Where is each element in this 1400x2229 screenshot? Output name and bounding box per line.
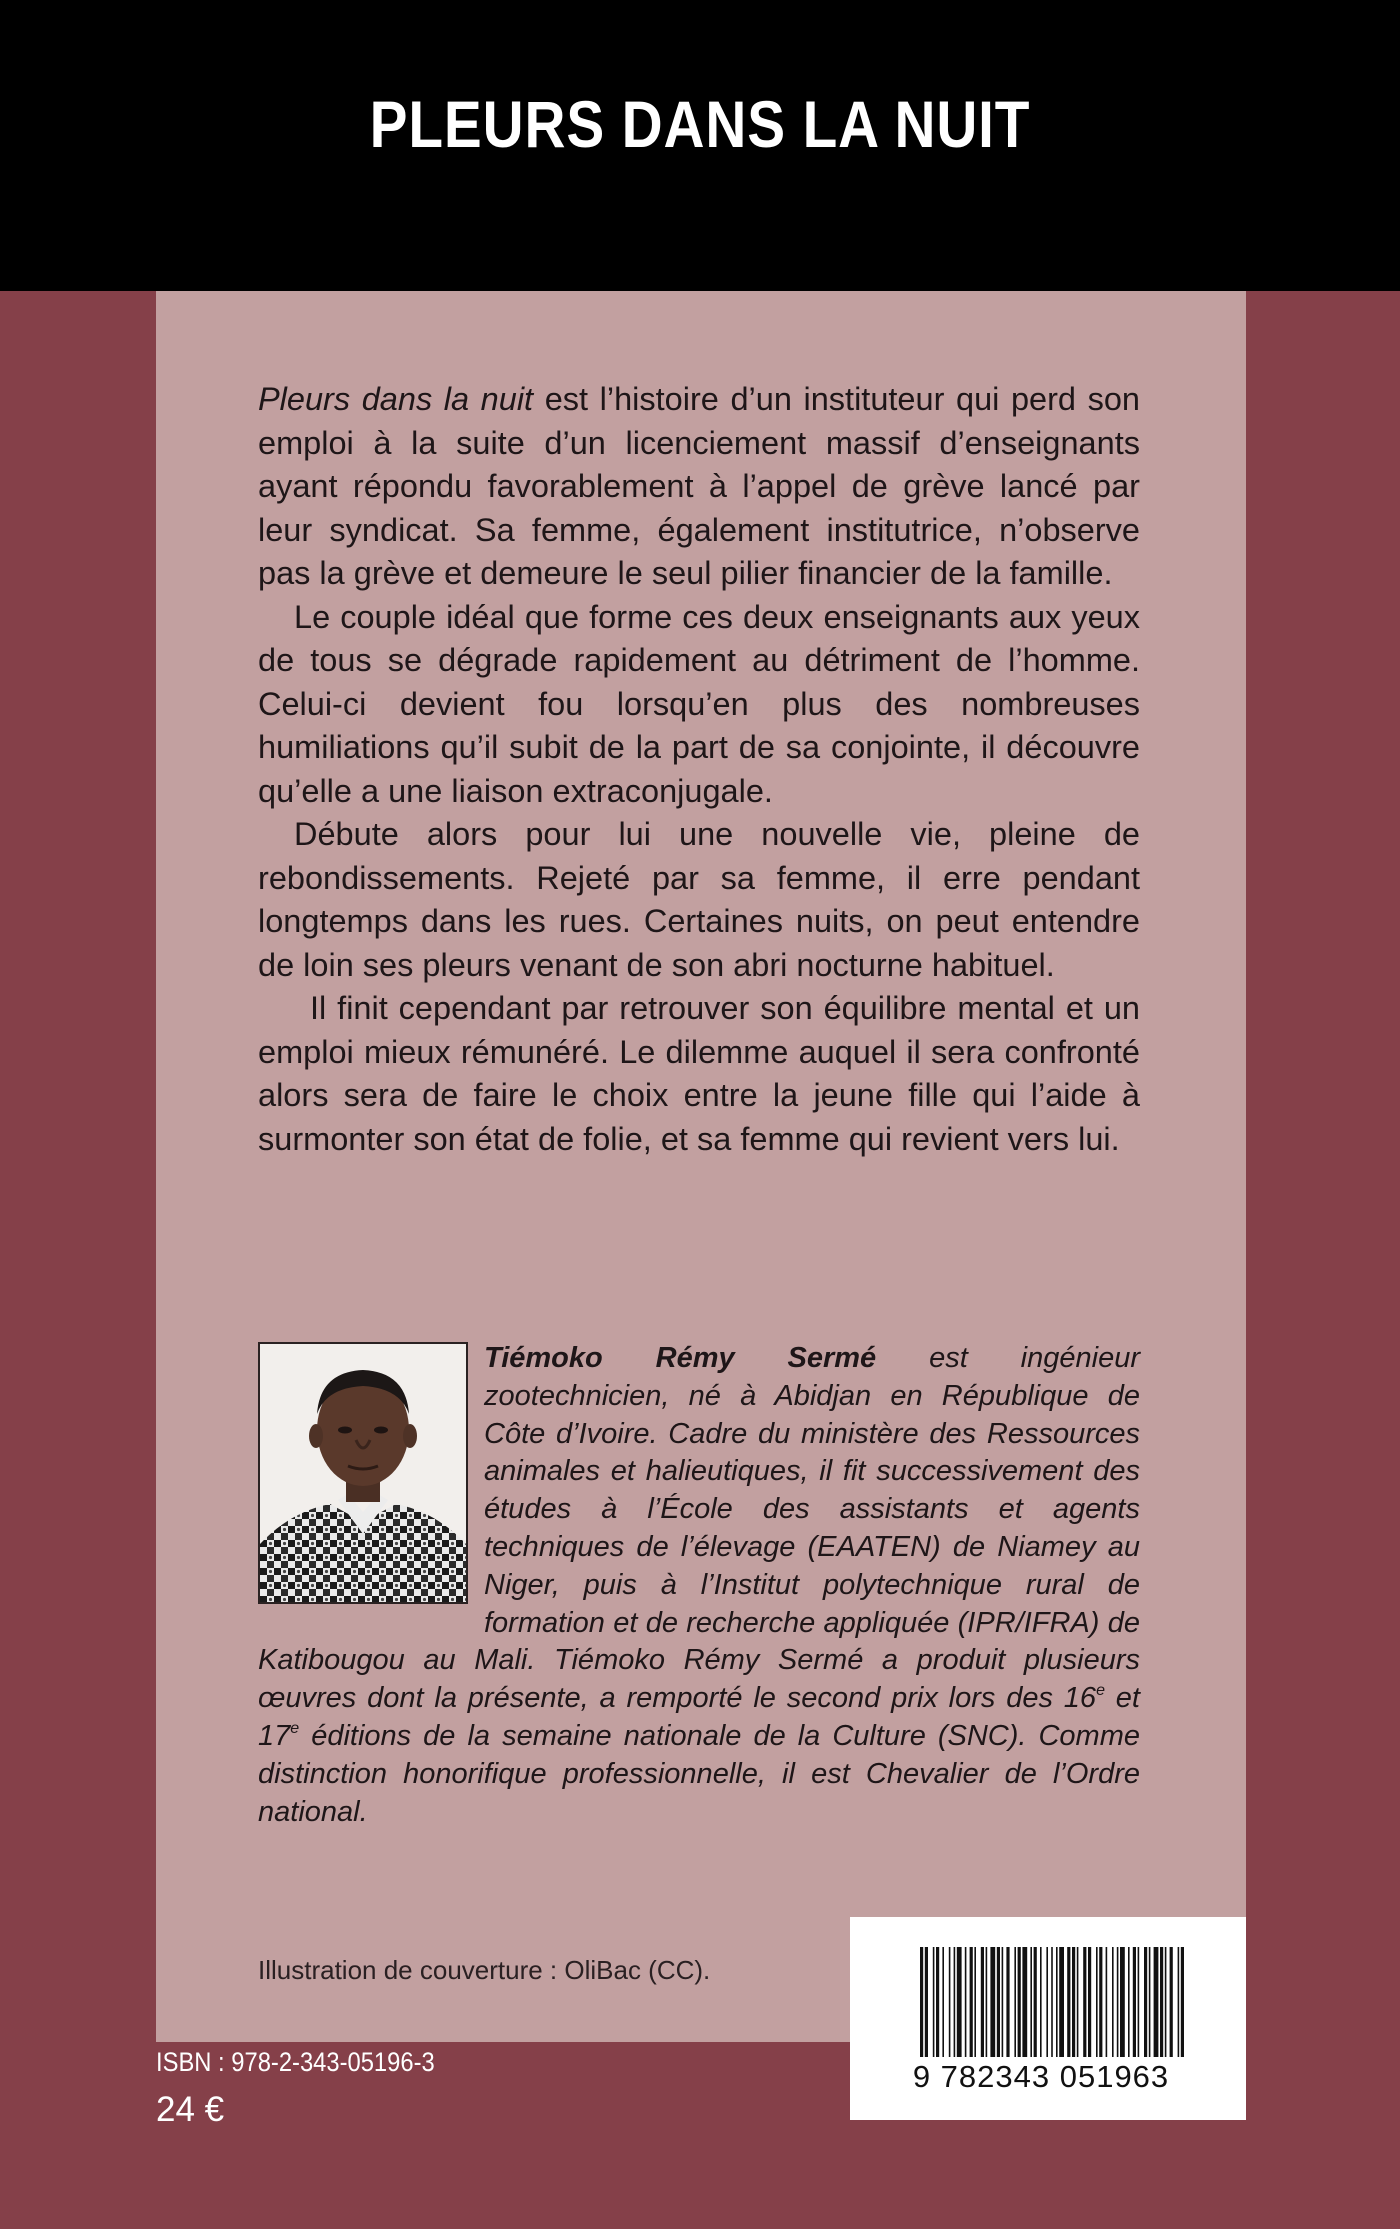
barcode-bar — [1096, 1947, 1098, 2057]
author-bio-text-1: est ingénieur zootechnicien, né à Abidjan en République de Côte d’Ivoire. Cadre du ministère des Ressources animales et halieutiques, il fit successivement des études à l’École des assistants et agents techniques de l’élevage (EAATEN) de Niamey au Niger, puis à l’Institut polytechnique rural de formation et de recherche appliquée (IPR/IFRA) de Katibougou au Mali. Tiémoko Rémy Sermé a produit plusieurs œuvres dont la présente, a remporté le second prix lors des 16 — [258, 1342, 1140, 1715]
barcode-bar — [1154, 1947, 1159, 2057]
barcode-bar — [1128, 1947, 1130, 2057]
barcode-bar — [1178, 1947, 1180, 2057]
barcode-bar — [970, 1947, 973, 2057]
summary-paragraph-3: Débute alors pour lui une nouvelle vie, pleine de rebondissements. Rejeté par sa femme, il erre pendant longtemps dans les rues. Certaines nuits, on peut entendre de loin ses pleurs venant de son abri nocturne habituel. — [258, 816, 1140, 983]
barcode-bar — [1046, 1947, 1048, 2057]
barcode-bar — [1067, 1947, 1070, 2057]
barcode-bar — [1030, 1947, 1032, 2057]
barcode-bar — [974, 1947, 976, 2057]
summary-title-italic: Pleurs dans la nuit — [258, 381, 534, 417]
barcode-bar — [1181, 1947, 1184, 2057]
isbn: ISBN : 978-2-343-05196-3 — [156, 2047, 435, 2077]
barcode-bar — [1059, 1947, 1064, 2057]
barcode-bar — [954, 1947, 956, 2057]
barcode-bar — [1144, 1947, 1147, 2057]
barcode-bar — [920, 1947, 923, 2057]
superscript-1: e — [1096, 1682, 1105, 1700]
barcode-bar — [942, 1947, 944, 2057]
barcode-bar — [1006, 1947, 1009, 2057]
book-title: PLEURS DANS LA NUIT — [369, 87, 1031, 161]
barcode-bar — [933, 1947, 935, 2057]
barcode-bar — [1138, 1947, 1140, 2057]
barcode-digits: 9 782343 051963 — [912, 2059, 1170, 2094]
book-summary — [258, 378, 1140, 1161]
author-bio — [258, 1340, 1140, 1831]
barcode-bar — [981, 1947, 984, 2057]
superscript-2: e — [290, 1719, 300, 1737]
barcode-bar — [1106, 1947, 1108, 2057]
barcode-bar — [1034, 1947, 1037, 2057]
barcode-bar — [1051, 1947, 1053, 2057]
barcode-bar — [1088, 1947, 1091, 2057]
barcode-bar — [1056, 1947, 1058, 2057]
barcode-bar — [997, 1947, 1000, 2057]
barcode-bar — [1083, 1947, 1086, 2057]
barcode-bar — [1112, 1947, 1114, 2057]
barcode-bar — [1002, 1947, 1004, 2057]
barcode-bar — [1018, 1947, 1021, 2057]
barcode-bar — [1077, 1947, 1079, 2057]
barcode-bar — [957, 1947, 962, 2057]
summary-paragraph-1 — [258, 378, 1140, 596]
author-bio-text-2: et 17 — [258, 1682, 1140, 1752]
price: 24 € — [156, 2090, 225, 2129]
summary-paragraph-2: Le couple idéal que forme ces deux enseignants aux yeux de tous se dégrade rapidement au détriment de l’homme. Celui-ci devient fou lorsqu’en plus des nombreuses humiliations qu’il subit de la part de sa conjointe, il découvre qu’elle a une liaison extraconjugale. — [258, 598, 1140, 809]
barcode-bar — [1120, 1947, 1125, 2057]
barcode-bar — [1072, 1947, 1075, 2057]
barcode-bar — [1160, 1947, 1163, 2057]
barcode-box — [850, 1917, 1246, 2120]
barcode-bar — [1040, 1947, 1042, 2057]
photo-wrap-spacer — [258, 1340, 484, 1630]
summary-paragraph-1-text: est l’histoire d’un instituteur qui perd son emploi à la suite d’un licenciement massif d’enseignants ayant répondu favorablement à l’appel de grève lancé par leur syndicat. Sa femme, également institutrice, n’observe pas la grève et demeure le seul pilier financier de la famille. — [258, 381, 1140, 591]
barcode-bar — [1022, 1947, 1027, 2057]
barcode-bar — [1133, 1947, 1136, 2057]
barcode-bar — [1149, 1947, 1151, 2057]
author-bio-text-3: éditions de la semaine nationale de la Culture (SNC). Comme distinction honorifique professionnelle, il est Chevalier de l’Ordre national. — [258, 1719, 1140, 1828]
barcode-bar — [986, 1947, 988, 2057]
barcode-bar — [949, 1947, 951, 2057]
summary-paragraph-4: Il finit cependant par retrouver son équilibre mental et un emploi mieux rémunéré. Le dilemme auquel il sera confronté alors sera de faire le choix entre la jeune fille qui l’aide à surmonter son état de folie, et sa femme qui revient vers lui. — [258, 990, 1140, 1157]
barcode-bar — [925, 1947, 928, 2057]
barcode-bar — [965, 1947, 967, 2057]
barcode-bar — [1014, 1947, 1016, 2057]
author-name: Tiémoko Rémy Sermé — [484, 1342, 877, 1374]
barcode-bar — [990, 1947, 995, 2057]
barcode-bar — [936, 1947, 939, 2057]
barcode-bar — [1117, 1947, 1119, 2057]
barcode-bar — [1170, 1947, 1173, 2057]
illustration-credit: Illustration de couverture : OliBac (CC). — [258, 1955, 711, 1985]
barcode-bar — [1165, 1947, 1167, 2057]
barcode-bar — [1099, 1947, 1102, 2057]
